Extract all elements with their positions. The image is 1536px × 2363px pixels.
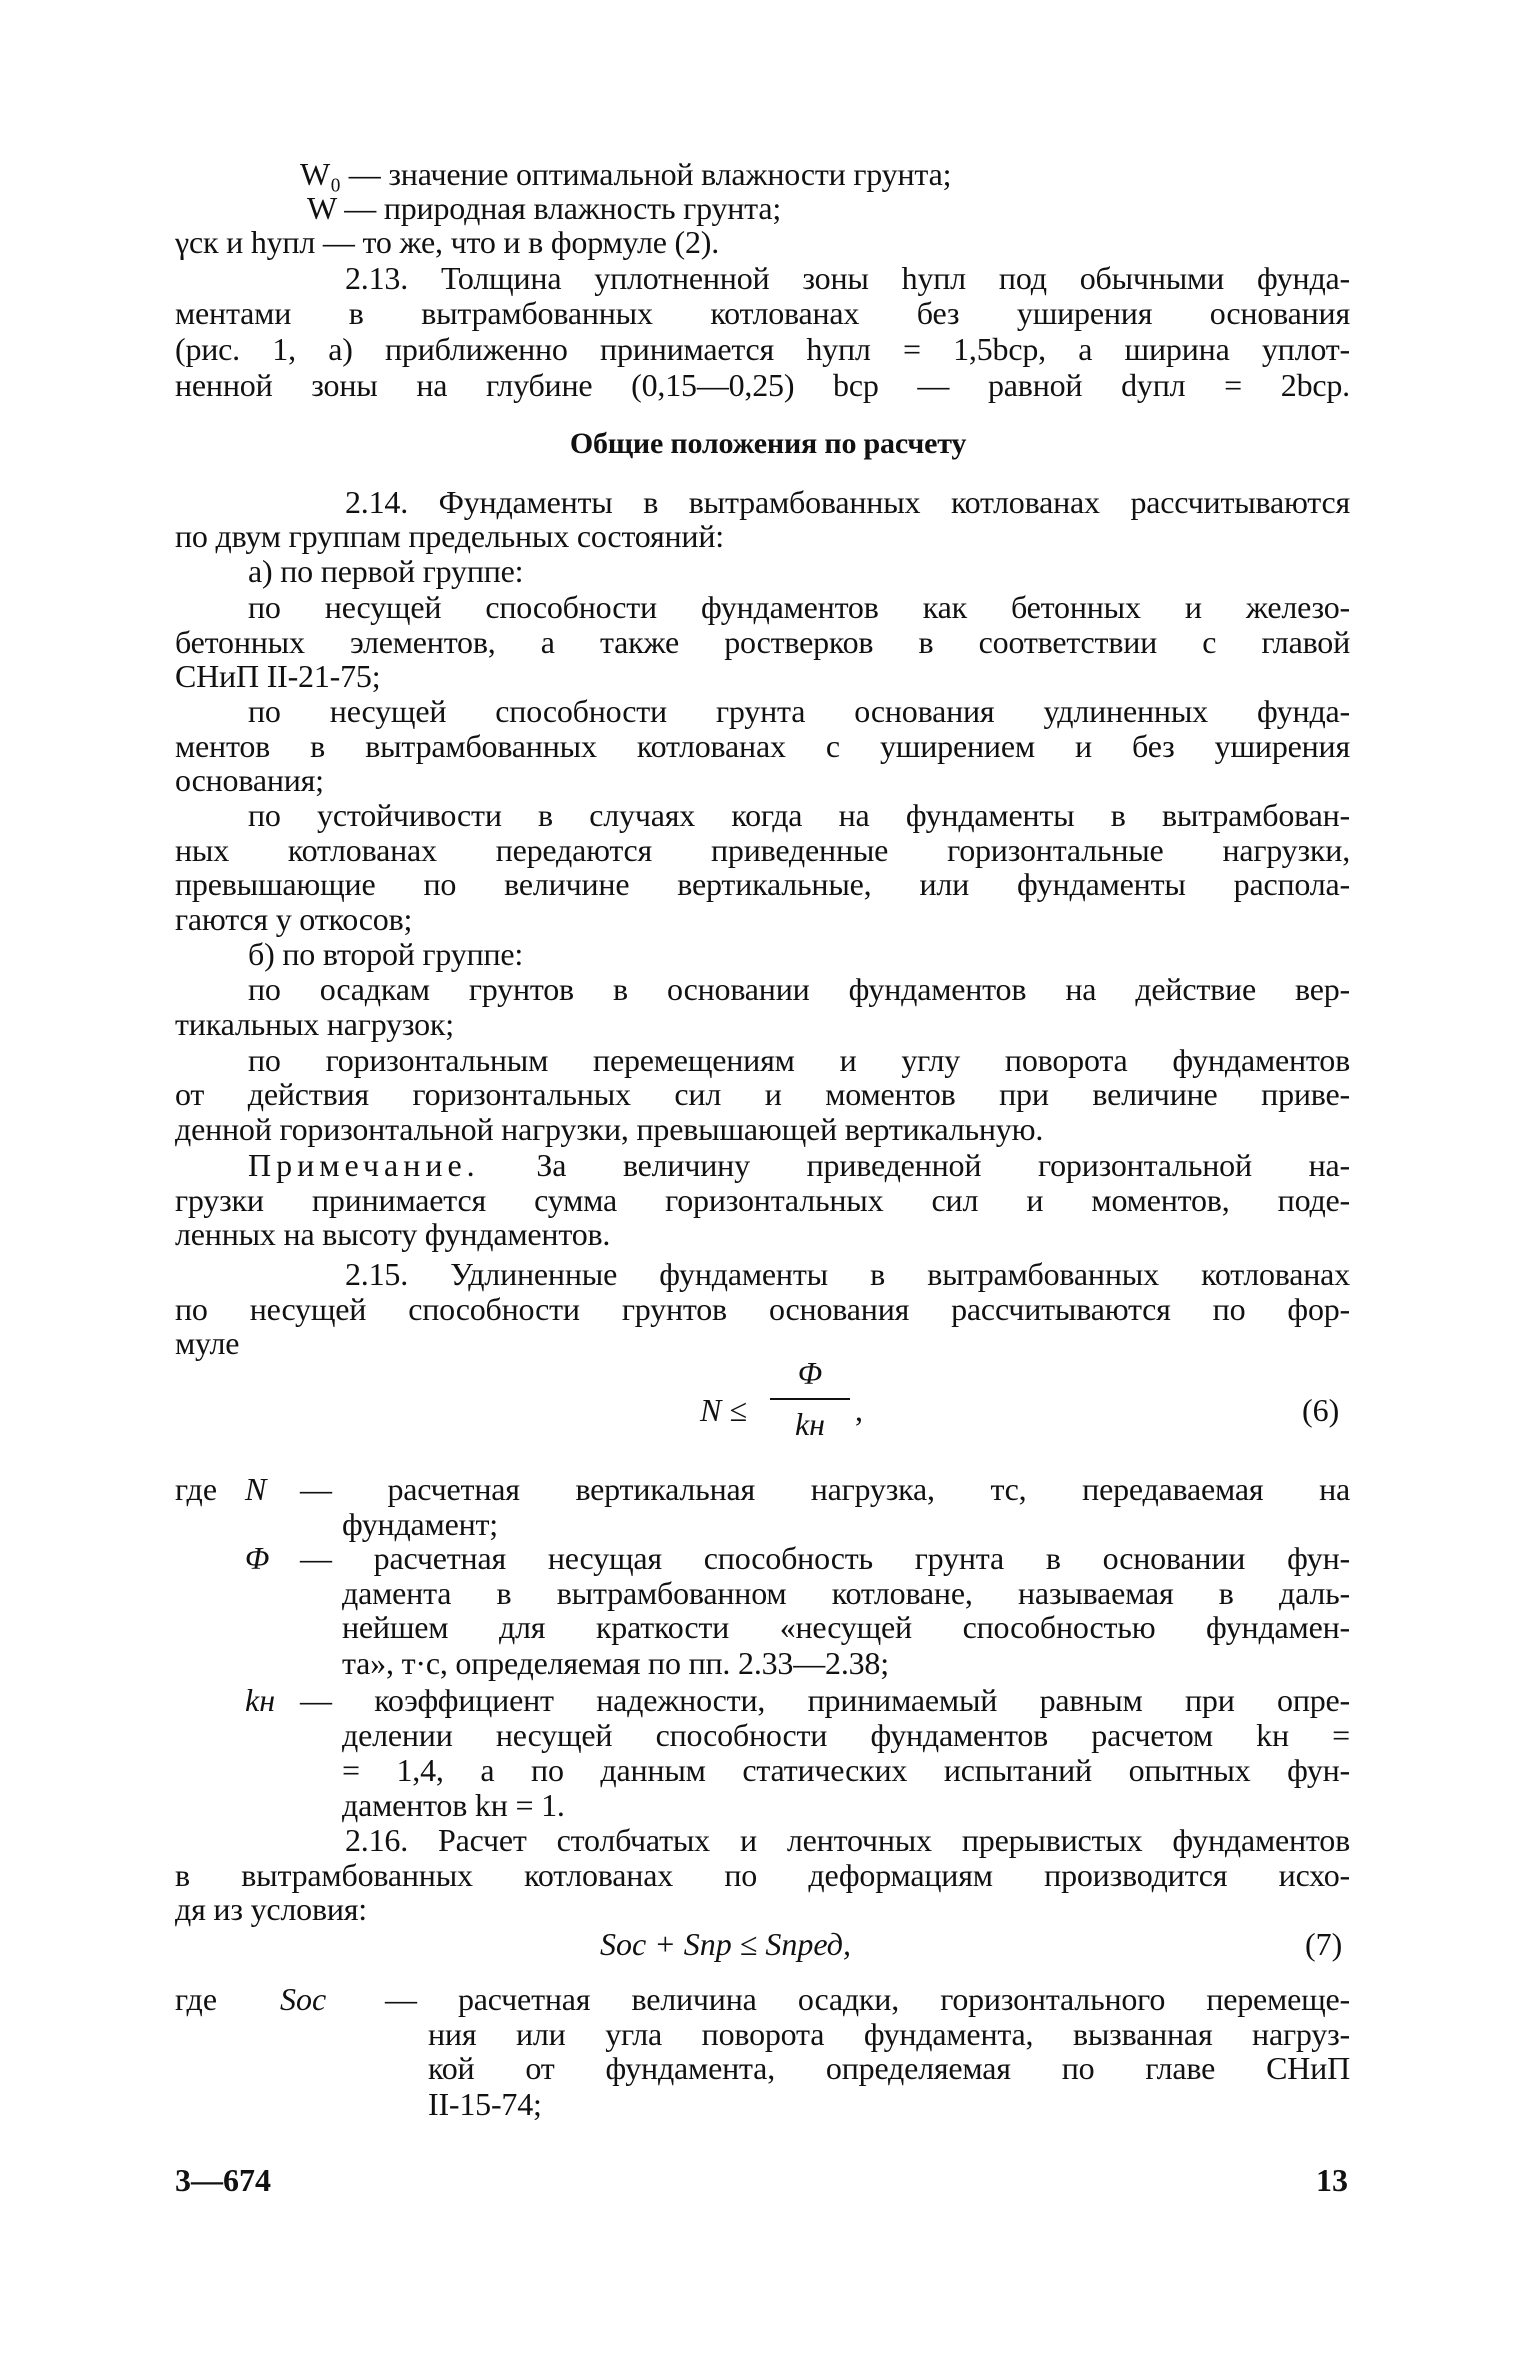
symbol-phi: Φ bbox=[245, 1540, 270, 1576]
text-line: а) по первой группе: bbox=[248, 553, 524, 589]
formula6-lhs: N ≤ bbox=[700, 1392, 747, 1428]
text-line: бетонных элементов, а также ростверков в соответствии с главой bbox=[175, 624, 1350, 660]
text-line: W — природная влажность грунта; bbox=[307, 190, 782, 226]
text-line: даментов kн = 1. bbox=[342, 1787, 565, 1823]
text-line: — расчетная величина осадки, горизонтального перемеще- bbox=[385, 1981, 1350, 2017]
text-line: — коэффициент надежности, принимаемый равным при опре- bbox=[300, 1682, 1350, 1718]
text-line: по двум группам предельных состояний: bbox=[175, 518, 724, 554]
print-code: 3—674 bbox=[175, 2162, 271, 2198]
text-line: по несущей способности фундаментов как бетонных и железо- bbox=[248, 589, 1350, 625]
text-line: по осадкам грунтов в основании фундаментов на действие вер- bbox=[248, 971, 1350, 1007]
text-line: по несущей способности грунта основания удлиненных фунда- bbox=[248, 693, 1350, 729]
note-text: За величину приведенной горизонтальной на- bbox=[536, 1147, 1350, 1183]
where-word: где bbox=[175, 1981, 218, 2017]
section-heading: Общие положения по расчету bbox=[569, 427, 967, 460]
page-number: 13 bbox=[1316, 2162, 1348, 2198]
text-line: тикальных нагрузок; bbox=[175, 1006, 454, 1042]
text-line: дамента в вытрамбованном котловане, называемая в даль- bbox=[342, 1575, 1350, 1611]
text-line: делении несущей способности фундаментов расчетом kн = bbox=[342, 1717, 1350, 1753]
text-line: от действия горизонтальных сил и моментов при величине приве- bbox=[175, 1076, 1350, 1112]
text-line: — расчетная несущая способность грунта в основании фун- bbox=[300, 1540, 1350, 1576]
text-line: муле bbox=[175, 1325, 240, 1361]
formula6-fraction bbox=[770, 1355, 850, 1443]
where-word: где bbox=[175, 1471, 218, 1507]
text-line: основания; bbox=[175, 762, 324, 798]
text-line: СНиП II-21-75; bbox=[175, 658, 381, 694]
text-line: б) по второй группе: bbox=[248, 936, 524, 972]
note-line bbox=[248, 1145, 1350, 1185]
text-line: 2.14. Фундаменты в вытрамбованных котлованах рассчитываются bbox=[345, 484, 1350, 520]
text-line: ментов в вытрамбованных котлованах с уширением и без уширения bbox=[175, 728, 1350, 764]
text-line: II-15-74; bbox=[428, 2086, 542, 2122]
text-line: превышающие по величине вертикальные, или фундаменты распола- bbox=[175, 866, 1350, 902]
text-line: — расчетная вертикальная нагрузка, тс, передаваемая на bbox=[300, 1471, 1350, 1507]
text-line: по горизонтальным перемещениям и углу поворота фундаментов bbox=[248, 1042, 1350, 1078]
text-line: грузки принимается сумма горизонтальных сил и моментов, поде- bbox=[175, 1182, 1350, 1218]
symbol-N: N bbox=[245, 1471, 267, 1507]
symbol-Soc: Sос bbox=[280, 1981, 327, 2017]
formula7-expression: Sос + Sпр ≤ Sпред, bbox=[600, 1926, 851, 1962]
fraction-bar bbox=[770, 1398, 850, 1400]
text-line: ния или угла поворота фундамента, вызванная нагруз- bbox=[428, 2016, 1350, 2052]
text-line: (рис. 1, а) приближенно принимается hупл = 1,5bср, а ширина уплот- bbox=[175, 331, 1350, 367]
formula6-numerator: Φ bbox=[797, 1355, 823, 1391]
note-label: Примечание. bbox=[248, 1147, 480, 1183]
text-line: γск и hупл — то же, что и в формуле (2). bbox=[175, 224, 720, 260]
text-line: фундамент; bbox=[342, 1506, 499, 1542]
formula6-number: (6) bbox=[1302, 1392, 1340, 1428]
text-line: в вытрамбованных котлованах по деформациям производится исхо- bbox=[175, 1857, 1350, 1893]
text-line: 2.15. Удлиненные фундаменты в вытрамбованных котлованах bbox=[345, 1256, 1350, 1292]
formula6-denominator: kн bbox=[794, 1406, 826, 1442]
text-line: та», т·с, определяемая по пп. 2.33—2.38; bbox=[342, 1645, 889, 1681]
text-line: денной горизонтальной нагрузки, превышающей вертикальную. bbox=[175, 1111, 1044, 1147]
text-line: ненной зоны на глубине (0,15—0,25) bср — равной dупл = 2bср. bbox=[175, 367, 1350, 403]
text-line: кой от фундамента, определяемая по главе СНиП bbox=[428, 2050, 1350, 2086]
text-line: ментами в вытрамбованных котлованах без уширения основания bbox=[175, 295, 1350, 331]
text-line: ленных на высоту фундаментов. bbox=[175, 1216, 611, 1252]
symbol-kn: kн bbox=[245, 1682, 276, 1718]
formula7-number: (7) bbox=[1305, 1926, 1343, 1962]
formula6-comma: , bbox=[855, 1392, 863, 1428]
text-line: по устойчивости в случаях когда на фундаменты в вытрамбован- bbox=[248, 797, 1350, 833]
text-line: 2.13. Толщина уплотненной зоны hупл под обычными фунда- bbox=[345, 260, 1350, 296]
text-line: дя из условия: bbox=[175, 1891, 367, 1927]
text-line: W₀ — значение оптимальной влажности грунта; bbox=[300, 156, 952, 192]
text-line: гаются у откосов; bbox=[175, 901, 413, 937]
text-line: по несущей способности грунтов основания рассчитываются по фор- bbox=[175, 1291, 1350, 1327]
text-line: ных котлованах передаются приведенные горизонтальные нагрузки, bbox=[175, 832, 1350, 868]
text-line: 2.16. Расчет столбчатых и ленточных прерывистых фундаментов bbox=[345, 1822, 1350, 1858]
text-line: нейшем для краткости «несущей способностью фундамен- bbox=[342, 1609, 1350, 1645]
text-line: = 1,4, а по данным статических испытаний опытных фун- bbox=[342, 1752, 1350, 1788]
